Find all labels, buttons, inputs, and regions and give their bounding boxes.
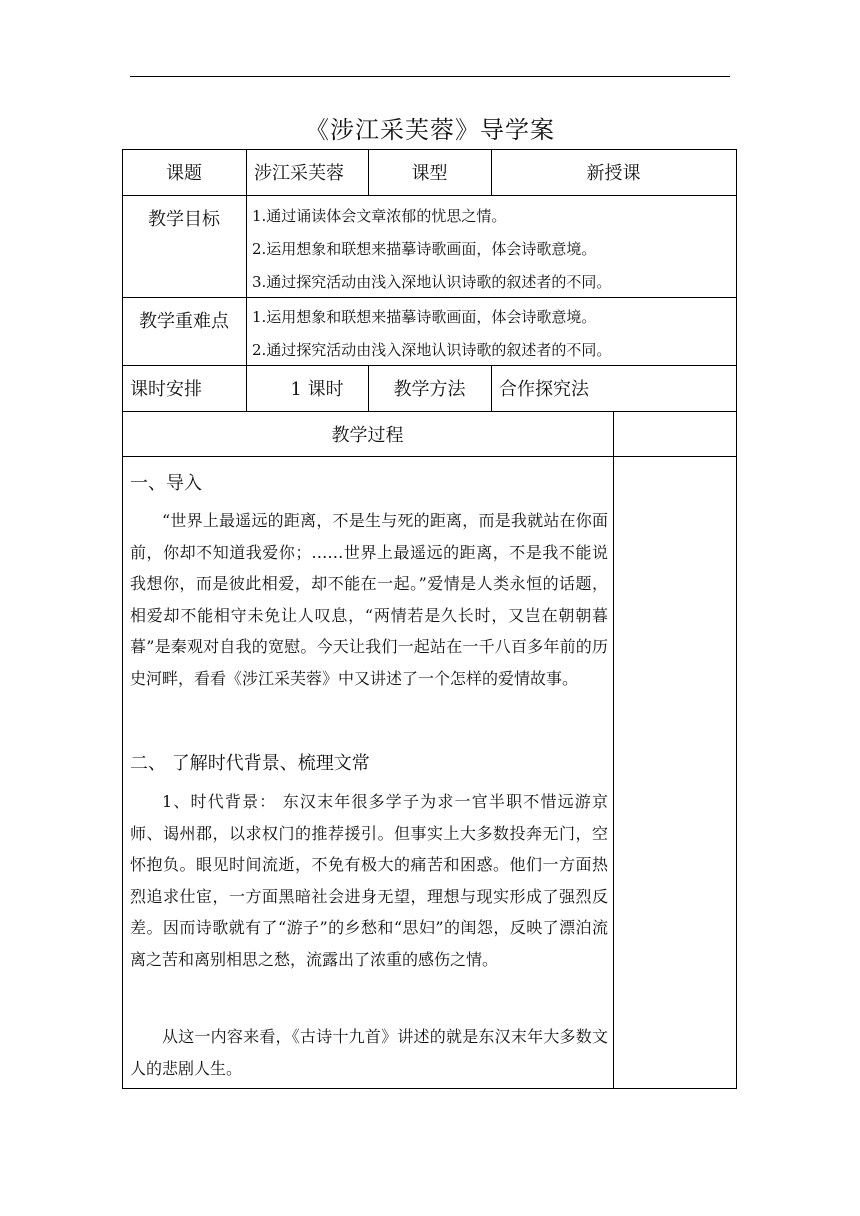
cell-hours-label: 课时安排 <box>130 379 202 400</box>
document-title: 《涉江采芙蓉》导学案 <box>305 116 555 144</box>
table-rule <box>122 297 737 298</box>
cell-keypoints-label: 教学重难点 <box>139 311 229 332</box>
cell-goals-label: 教学目标 <box>148 209 220 230</box>
cell-hours-value: 1 课时 <box>290 379 344 400</box>
cell-type-label: 课型 <box>411 163 448 184</box>
process-header: 教学过程 <box>331 424 404 446</box>
section-paragraph: “世界上最遥远的距离，不是生与死的距离，而是我就站在你面前，你却不知道我爱你；……世界上最遥远的距离，不是我不能说我想你，而是彼此相爱，却不能在一起。”爱情是人类永恒的话题，相爱却不能相守未免让人叹息，“两情若是久长时，又岂在朝朝暮暮”是秦观对自我的宽慰。今天让我们一起站在一千八百多年前的历史河畔，看看《涉江采芙蓉》中又讲述了一个怎样的爱情故事。 <box>130 511 608 688</box>
section-paragraph: 从这一内容来看，《古诗十九首》讲述的就是东汉末年大多数文人的悲剧人生。 <box>130 1027 608 1078</box>
header-rule <box>130 76 730 77</box>
section-title: 二、 了解时代背景、梳理文常 <box>130 753 370 774</box>
table-rule <box>122 195 737 196</box>
keypoint-item: 2.通过探究活动由浅入深地认识诗歌的叙述者的不同。 <box>252 341 612 359</box>
table-border-left <box>122 149 123 1089</box>
section-title: 一、导入 <box>130 473 202 494</box>
section-paragraph: 1、时代背景： 东汉末年很多学子为求一官半职不惜远游京师、谒州郡，以求权门的推荐援引。但事实上大多数投奔无门，空怀抱负。眼见时间流逝，不免有极大的痛苦和困惑。他们一方面热烈追求仕宦，一方面黑暗社会进身无望，理想与现实形成了强烈反差。因而诗歌就有了“游子”的乡愁和“思妇”的闺怨，反映了漂泊流离之苦和离别相思之愁，流露出了浓重的感伤之情。 <box>130 792 608 969</box>
lesson-plan-table <box>122 149 737 1089</box>
table-rule <box>122 456 737 457</box>
table-border-bottom <box>122 1088 737 1089</box>
cell-type-value: 新授课 <box>586 163 641 184</box>
goal-item: 3.通过探究活动由浅入深地认识诗歌的叙述者的不同。 <box>252 273 612 291</box>
cell-method-label: 教学方法 <box>393 379 466 400</box>
cell-method-value: 合作探究法 <box>499 379 589 400</box>
goal-item: 2.运用想象和联想来描摹诗歌画面，体会诗歌意境。 <box>252 240 597 258</box>
table-rule <box>613 411 614 1089</box>
table-border-right <box>736 149 737 1089</box>
keypoint-item: 1.运用想象和联想来描摹诗歌画面，体会诗歌意境。 <box>252 308 597 326</box>
cell-topic-value: 涉江采芙蓉 <box>254 163 344 184</box>
goal-item: 1.通过诵读体会文章浓郁的忧思之情。 <box>252 207 507 225</box>
table-rule <box>246 195 247 365</box>
cell-topic-label: 课题 <box>166 163 202 184</box>
